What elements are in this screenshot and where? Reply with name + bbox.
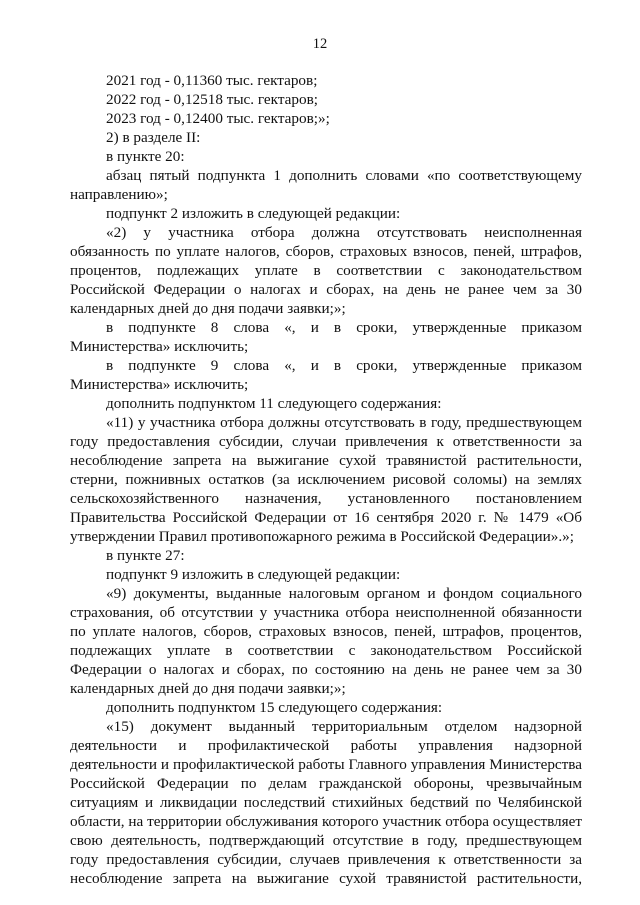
paragraph: в пункте 20: xyxy=(106,148,185,165)
paragraph: в пункте 27: xyxy=(106,547,185,564)
paragraph: в подпункте 9 слова «, и в сроки, утвержденные приказом Министерства» исключить; xyxy=(70,357,582,393)
paragraph: подпункт 9 изложить в следующей редакции: xyxy=(106,566,401,583)
paragraph: абзац пятый подпункта 1 дополнить словами «по соответствующему направлению»; xyxy=(70,167,582,203)
paragraph: 2021 год - 0,11360 тыс. гектаров; xyxy=(106,72,318,89)
paragraph: «2) у участника отбора должна отсутствовать неисполненная обязанность по уплате налогов, сборов, страховых взносов, пеней, штрафов, процентов, подлежащих уплате в соответствии с законодательством Российской Федерации о налогах и сборах, на день не ранее чем за 30 календарных дней до дня подачи заявки;»; xyxy=(70,224,582,317)
paragraph: «15) документ выданный территориальным отделом надзорной деятельности и профилактической работы управления надзорной деятельности и профилактической работы Главного управления Министерства Российской Федерации по делам гражданской обороны, чрезвычайным ситуациям и ликвидации последствий стихийных бедствий по Челябинской области, на территории обслуживания которого участник отбора осуществляет свою деятельность, подтверждающий отсутствие в году, предшествующем году предоставления субсидии, случаев привлечения к ответственности за несоблюдение запрета на выжигание сухой травянистой растительности, xyxy=(70,718,582,887)
paragraph: дополнить подпунктом 15 следующего содержания: xyxy=(106,699,443,716)
paragraph: 2022 год - 0,12518 тыс. гектаров; xyxy=(106,91,318,108)
page-number: 12 xyxy=(312,36,328,52)
paragraph: подпункт 2 изложить в следующей редакции: xyxy=(106,205,401,222)
paragraph: «9) документы, выданные налоговым органом и фондом социального страхования, об отсутствии у участника отбора неисполненной обязанности по уплате налогов, сборов, страховых взносов, пеней, штрафов, процентов, подлежащих уплате в соответствии с законодательством Российской Федерации о налогах и сборах, по состоянию на день не ранее чем за 30 календарных дней до дня подачи заявки;»; xyxy=(70,585,582,697)
paragraph: дополнить подпунктом 11 следующего содержания: xyxy=(106,395,442,412)
paragraph: 2023 год - 0,12400 тыс. гектаров;»; xyxy=(106,110,330,127)
document-body xyxy=(70,71,582,888)
paragraph: «11) у участника отбора должны отсутствовать в году, предшествующем году предоставления субсидии, случаи привлечения к ответственности за несоблюдение запрета на выжигание сухой травянистой растительности, стерни, пожнивных остатков (за исключением рисовой соломы) на землях сельскохозяйственного назначения, установленного постановлением Правительства Российской Федерации от 16 сентября 2020 г. № 1479 «Об утверждении Правил противопожарного режима в Российской Федерации».»; xyxy=(70,414,582,545)
paragraph: 2) в разделе II: xyxy=(106,129,201,146)
paragraph: в подпункте 8 слова «, и в сроки, утвержденные приказом Министерства» исключить; xyxy=(70,319,582,355)
